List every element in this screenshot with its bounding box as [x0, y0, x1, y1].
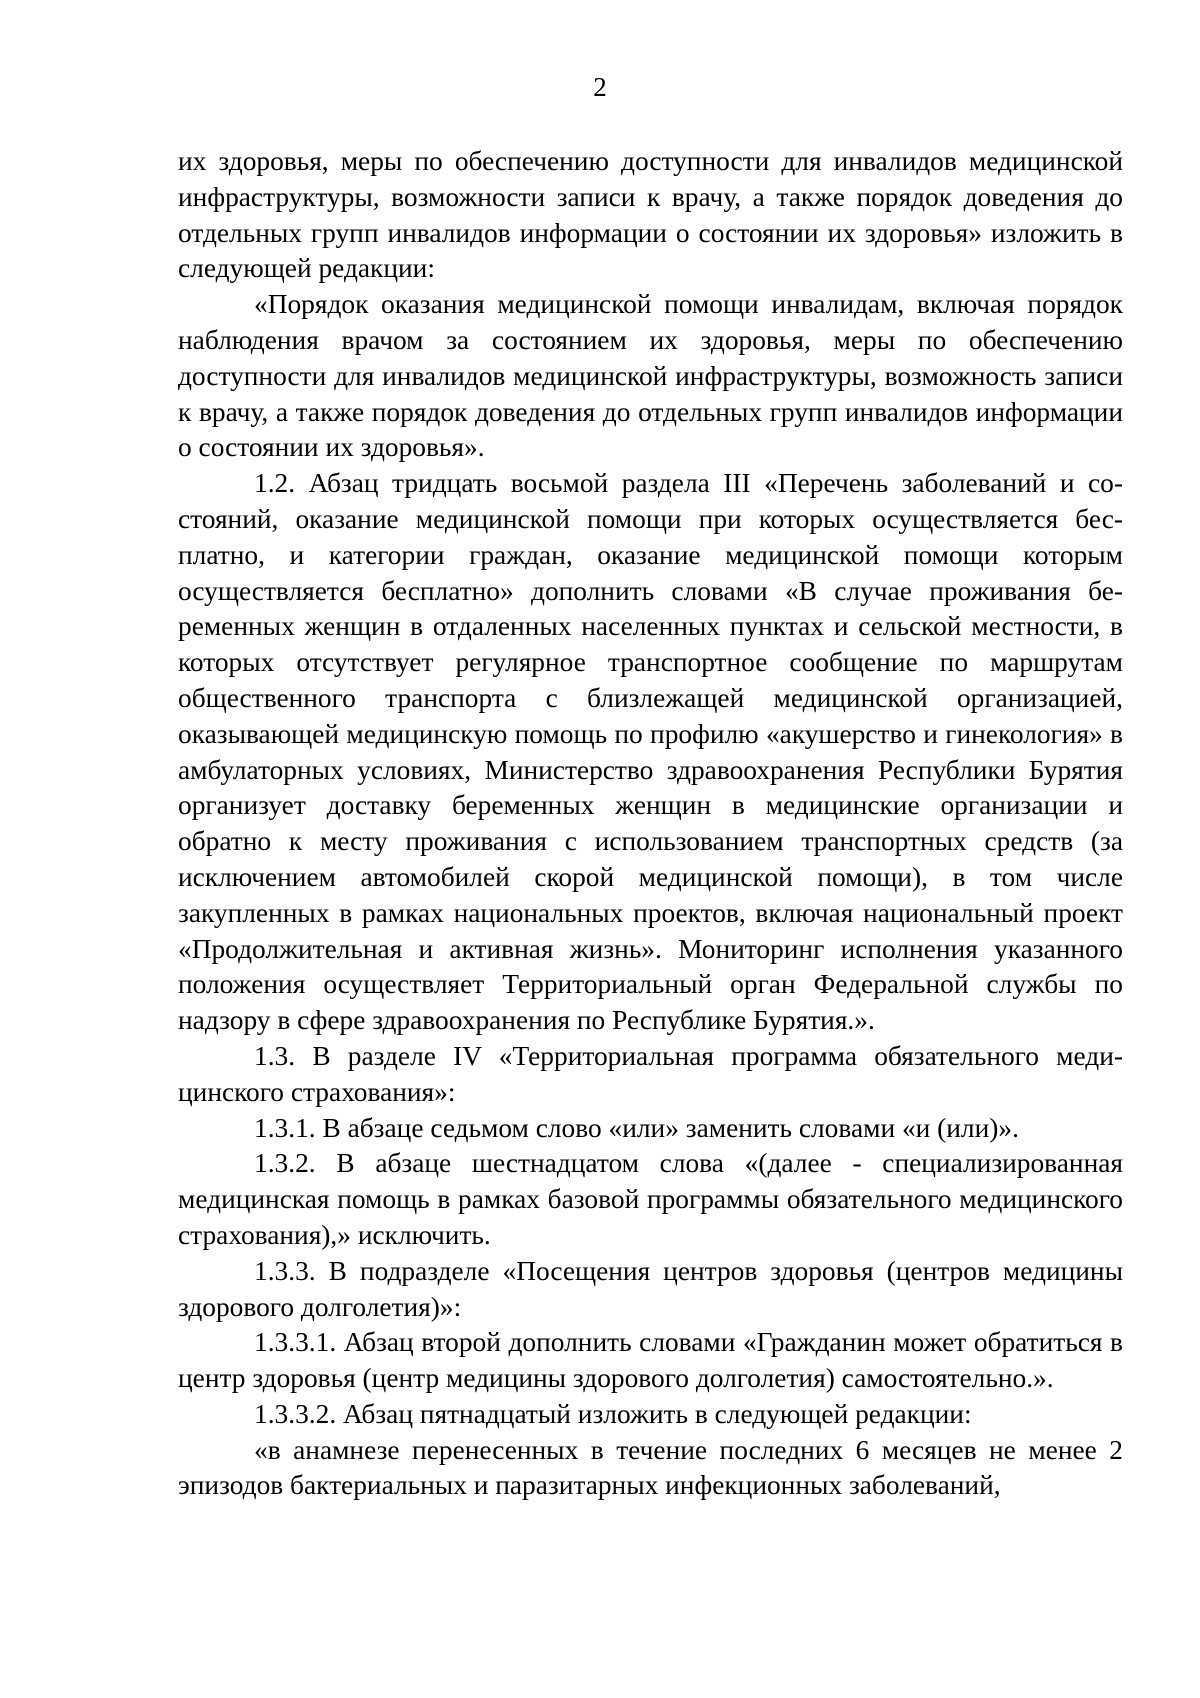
page-number: 2	[593, 72, 607, 102]
paragraph-item-1-3-3-2: 1.3.3.2. Абзац пятнадцатый изложить в следующей редакции:	[254, 1398, 972, 1429]
paragraph-quoted-title: «Порядок оказания медицинской помощи инвалидам, включая порядок наблюдения врачом за состоянием их здоровья, меры по обеспечению доступности для инвалидов медицинской инфраструктуры, возможность записи к врачу, а также порядок доведения до отдельных групп инвалидов информации о состоянии их здоровья».	[178, 289, 1123, 463]
paragraph-item-1-3-3: 1.3.3. В подразделе «Посещения центров здоровья (центров медицины здорового долголетия)»:	[178, 1255, 1123, 1322]
document-body	[178, 144, 1123, 1504]
paragraph-item-1-3-3-1: 1.3.3.1. Абзац второй дополнить словами «Гражданин может обратиться в центр здоровья (центр медицины здорового долголетия) самостоятельно.».	[178, 1327, 1123, 1394]
paragraph-item-1-3: 1.3. В разделе IV «Территориальная программа обязательного медицинского страхования»:	[178, 1040, 1123, 1107]
paragraph-continuation: их здоровья, меры по обеспечению доступности для инвалидов медицинской инфраструктуры, возможности записи к врачу, а также порядок доведения до отдельных групп инвалидов информации о состоянии их здоровья» изложить в следующей редакции:	[178, 146, 1123, 284]
paragraph-item-1-3-1: 1.3.1. В абзаце седьмом слово «или» заменить словами «и (или)».	[254, 1112, 1019, 1143]
paragraph-quoted-new-text: «в анамнезе перенесенных в течение последних 6 месяцев не менее 2 эпизодов бактериальных и паразитарных инфекционных заболеваний,	[178, 1434, 1123, 1501]
paragraph-item-1-2: 1.2. Абзац тридцать восьмой раздела III «Перечень заболеваний и состояний, оказание медицинской помощи при которых осуществляется бесплатно, и категории граждан, оказание медицинской помощи которым осуществляется бесплатно» дополнить словами «В случае проживания беременных женщин в отдаленных населенных пунктах и сельской местности, в которых отсутствует регулярное транспортное сообщение по маршрутам общественного транспорта с близлежащей медицинской организацией, оказывающей медицинскую помощь по профилю «акушерство и гинекология» в амбулаторных условиях, Министерство здравоохранения Республики Бурятия организует доставку беременных женщин в медицинские организации и обратно к месту проживания с использованием транспортных средств (за исключением автомобилей скорой медицинской помощи), в том числе закупленных в рамках национальных проектов, включая национальный проект «Продолжительная и активная жизнь». Мониторинг исполнения указанного положения осуществляет Территориальный орган Федеральной службы по надзору в сфере здравоохранения по Республике Бурятия.».	[178, 468, 1123, 1036]
paragraph-item-1-3-2: 1.3.2. В абзаце шестнадцатом слова «(далее - специализированная медицинская помощь в рамках базовой программы обязательного медицинского страхования),» исключить.	[178, 1148, 1123, 1250]
